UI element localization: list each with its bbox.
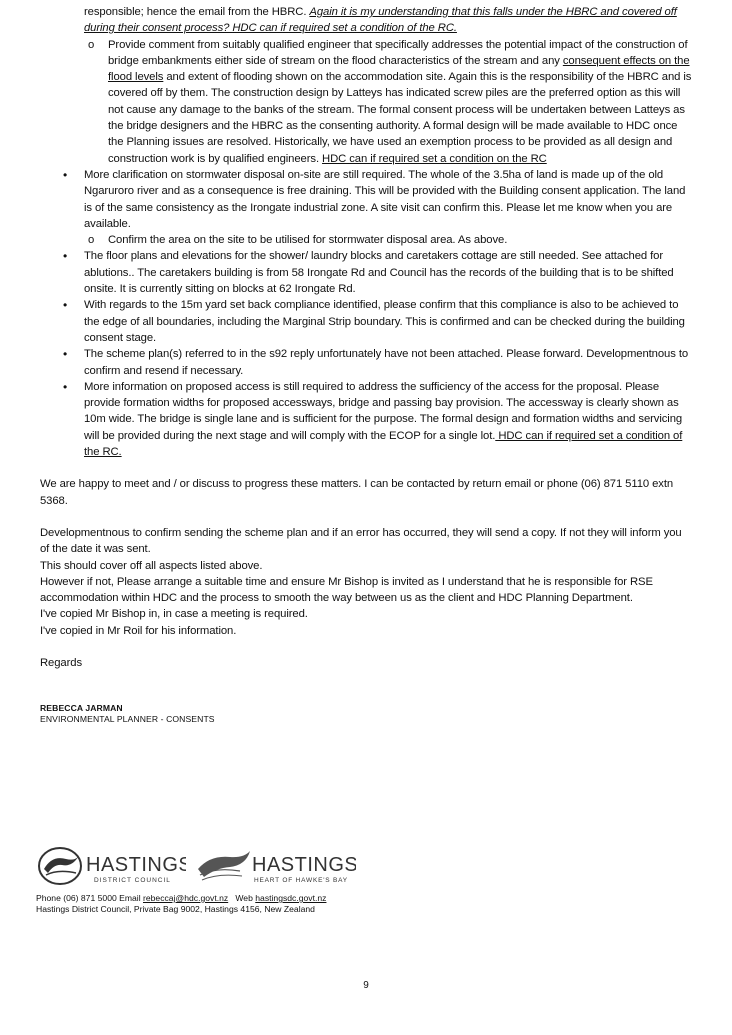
bullet-marker: •: [63, 298, 68, 313]
contact-line-1: [36, 893, 326, 904]
bullet-marker: •: [63, 347, 68, 362]
bullet-access: [62, 379, 692, 460]
signature-role: ENVIRONMENTAL PLANNER - CONSENTS: [40, 714, 215, 725]
intro-text: responsible; hence the email from the HBRC.: [84, 6, 310, 18]
bullet-marker: •: [63, 249, 68, 264]
bullet-floor-plans: [62, 248, 692, 297]
signature-name: REBECCA JARMAN: [40, 703, 123, 714]
bullet-scheme-plan: [62, 346, 692, 379]
bullet-text: Confirm the area on the site to be utilised for stormwater disposal area. As above.: [108, 234, 508, 247]
closing-paragraph-2: Developmentnous to confirm sending the scheme plan and if an error has occurred, they will send a copy. If not they will inform you of the date it was sent.: [40, 526, 682, 556]
closing-paragraph-5: I've copied Mr Bishop in, in case a meeting is required.: [40, 608, 308, 621]
heart-of-hawkes-bay-logo: [196, 847, 356, 892]
sub-item-stormwater-area: [62, 232, 692, 248]
logo-right-sub: HEART OF HAWKE'S BAY: [254, 877, 348, 884]
page-number: 9: [363, 980, 369, 991]
email-link[interactable]: rebeccaj@hdc.govt.nz: [143, 893, 229, 903]
bullet-setback: [62, 297, 692, 346]
closing-block: [40, 525, 692, 725]
logo-row: [36, 845, 356, 891]
bridge-text-4: HDC can if required set a condition on the RC: [322, 152, 547, 165]
web-link[interactable]: hastingsdc.govt.nz: [255, 893, 327, 903]
sub-bullet-marker: o: [88, 38, 95, 51]
bullet-marker: •: [63, 379, 68, 394]
hastings-district-council-logo: [36, 845, 186, 892]
contact-address: Hastings District Council, Private Bag 9002, Hastings 4156, New Zealand: [36, 904, 315, 914]
bridge-text-3: and extent of flooding shown on the accommodation site. Again this is the responsibility of the HBRC and is covered off by them. The construction design by Latteys has indicated screw piles are the preferred option as this will not cause any damage to the banks of the stream. The formal consent process will be undertaken between Latteys as the bridge designers and the HBRC as the consenting authority. A formal design will be made available to HDC once the Planning issues are resolved. Historically, we have used an exemption process to be provided as all design and construction work is by qualified engineers.: [108, 71, 692, 165]
closing-paragraph-3: This should cover off all aspects listed above.: [40, 559, 263, 572]
bullet-stormwater: [62, 167, 692, 232]
closing-paragraph-1: We are happy to meet and / or discuss to progress these matters. I can be contacted by return email or phone (06) 871 5110 extn 5368.: [40, 478, 674, 507]
bridge-text-1: Provide comment from suitably qualified engineer that specifically addresses the potential impact of the construction of bridge embankments either side of stream on the flood characteristics of the stream and any: [108, 38, 688, 67]
bullet-marker: •: [63, 167, 68, 182]
bullet-underline-text: HDC can if required set a condition of the RC.: [84, 429, 683, 459]
logo-right-title: HASTINGS: [252, 854, 356, 876]
web-label: Web: [228, 893, 256, 903]
hawkes-bay-emblem-icon: [196, 847, 356, 887]
closing-paragraph-4: However if not, Please arrange a suitable time and ensure Mr Bishop is invited as I understand that he is responsible for RSE accommodation within HDC and the process to smooth the way between us as the client and HDC Planning Department.: [40, 575, 653, 605]
letter-body: [40, 4, 692, 725]
bullet-text: More clarification on stormwater disposal on-site are still required. The whole of the 3.5ha of land is made up of the old Ngaruroro river and as a consequence is free draining. This will be provided with the Building consent application. The land is of the same consistency as the Irongate industrial zone. A site visit can confirm this. Please let me know when you are available.: [84, 168, 686, 230]
closing-paragraph-6: I've copied in Mr Roil for his information.: [40, 624, 237, 637]
logo-left-title: HASTINGS: [86, 854, 186, 876]
phone-label: Phone (06) 871 5000 Email: [36, 893, 144, 903]
bullet-text: The floor plans and elevations for the shower/ laundry blocks and caretakers cottage are still needed. See attached for ablutions.. The caretakers building is from 58 Irongate Rd and Council has the records of the building that is to be shifted onsite. It is currently sitting on blocks at 62 Irongate Rd.: [84, 250, 674, 296]
regards: Regards: [40, 656, 82, 669]
intro-note: Again it is my understanding that this falls under the HBRC and covered off during their consent process? HDC can if required set a condition of the RC.: [84, 6, 677, 35]
bridge-text-2: consequent effects on the flood levels: [108, 54, 690, 84]
sub-bullet-marker: o: [88, 234, 95, 247]
logo-left-sub: DISTRICT COUNCIL: [94, 877, 171, 884]
bullet-text: With regards to the 15m yard set back compliance identified, please confirm that this compliance is also to be achieved to the edge of all boundaries, including the Marginal Strip boundary. This is confirmed and can be checked during the building consent stage.: [84, 299, 685, 344]
contact-details: [36, 893, 326, 915]
intro-paragraph: [62, 4, 692, 37]
sub-item-bridge: [62, 37, 692, 167]
council-emblem-icon: [36, 845, 186, 887]
bullet-text: More information on proposed access is still required to address the sufficiency of the access for the proposal. Please provide formation widths for proposed accessways, bridge and passing bay provision. The accessway is clearly shown as 10m wide. The bridge is single lane and is sufficient for the purpose. The formal design and formation widths and servicing will be provided during the next stage and will comply with the ECOP for a single lot.: [84, 380, 683, 442]
bullet-text: The scheme plan(s) referred to in the s92 reply unfortunately have not been attached. Please forward. Developmentnous to confirm and resend if necessary.: [84, 348, 689, 377]
